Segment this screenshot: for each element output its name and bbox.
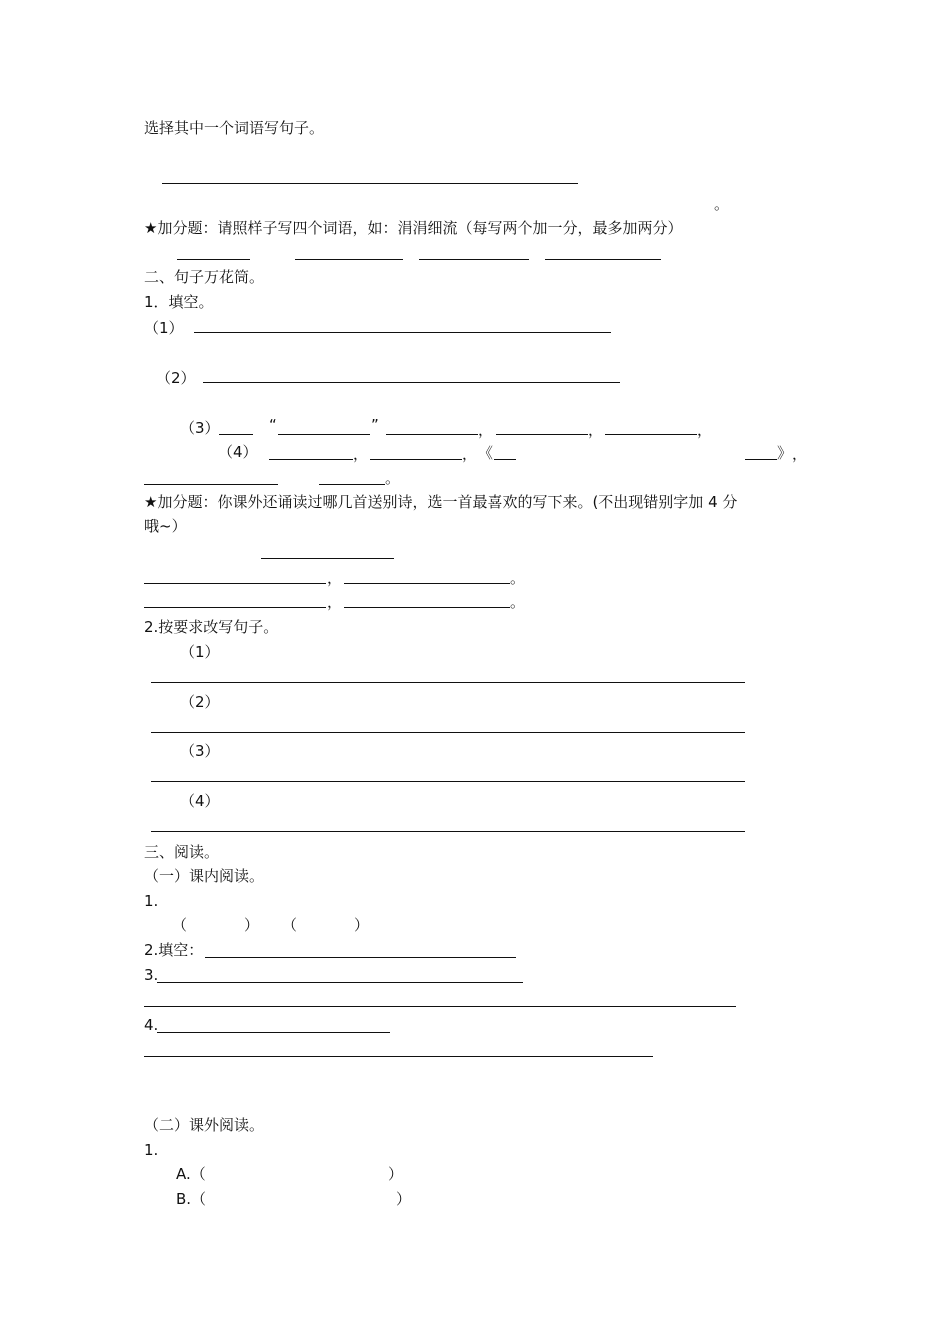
reading-q3-label: 3. <box>144 966 159 984</box>
item-1-line[interactable] <box>194 332 611 333</box>
word-blank-1[interactable] <box>177 259 250 260</box>
comma: ， <box>792 445 808 463</box>
reading-q3-line-b[interactable] <box>144 1006 736 1007</box>
rewrite-item-2-label: （2） <box>180 693 220 711</box>
poem-line-2a[interactable] <box>144 607 326 608</box>
paren-open: （ <box>172 916 188 934</box>
inclass-reading-title: （一）课内阅读。 <box>144 867 265 885</box>
section-two-title: 二、句子万花筒。 <box>144 268 265 286</box>
comma: ， <box>353 445 369 463</box>
comma: ， <box>588 421 604 439</box>
item-4-blank-e[interactable] <box>144 484 278 485</box>
item-4-blank-f[interactable] <box>319 484 385 485</box>
period: 。 <box>385 469 401 487</box>
paren-close: ） <box>354 916 370 934</box>
rewrite-item-2-line[interactable] <box>151 732 745 733</box>
rewrite-item-1-label: （1） <box>180 643 220 661</box>
extra-reading-title: （二）课外阅读。 <box>144 1116 265 1134</box>
option-a-label: A.（ <box>176 1165 206 1183</box>
extra-q1-label: 1. <box>144 1141 159 1159</box>
rewrite-item-4-line[interactable] <box>151 831 745 832</box>
poem-line-1b[interactable] <box>344 583 510 584</box>
book-title-open: 《 <box>478 444 494 462</box>
fill-blank-title: 1．填空。 <box>144 293 214 311</box>
reading-q2-label: 2.填空： <box>144 941 204 959</box>
sentence-end-period: 。 <box>714 195 730 213</box>
period: 。 <box>510 593 526 611</box>
item-4-label: （4） <box>218 443 258 461</box>
rewrite-item-3-label: （3） <box>180 742 220 760</box>
reading-q2-line[interactable] <box>205 957 516 958</box>
bonus-question-poem-cont: 哦~） <box>144 517 187 535</box>
book-title-close: 》 <box>777 444 793 462</box>
item-2-line[interactable] <box>203 382 620 383</box>
item-3-blank-d[interactable] <box>496 434 588 435</box>
word-blank-2[interactable] <box>295 259 403 260</box>
item-2-label: （2） <box>156 369 196 387</box>
rewrite-item-4-label: （4） <box>180 792 220 810</box>
comma: ， <box>327 593 343 611</box>
item-3-label: （3） <box>180 419 220 437</box>
rewrite-item-3-line[interactable] <box>151 781 745 782</box>
period: 。 <box>510 569 526 587</box>
item-4-blank-a[interactable] <box>269 459 353 460</box>
close-quote: ” <box>371 416 379 434</box>
reading-q3-line-a[interactable] <box>157 982 523 983</box>
comma: ， <box>478 421 494 439</box>
instruction-text: 选择其中一个词语写句子。 <box>144 119 325 137</box>
answer-line[interactable] <box>162 183 578 184</box>
poem-line-2b[interactable] <box>344 607 510 608</box>
section-three-title: 三、阅读。 <box>144 843 220 861</box>
option-a-close: ） <box>388 1165 404 1183</box>
item-4-blank-c[interactable] <box>494 459 516 460</box>
poem-title-line[interactable] <box>261 558 394 559</box>
poem-line-1a[interactable] <box>144 583 326 584</box>
bonus-question-words: ★加分题：请照样子写四个词语，如：涓涓细流（每写两个加一分，最多加两分） <box>144 219 683 237</box>
comma: ， <box>327 569 343 587</box>
word-blank-4[interactable] <box>545 259 661 260</box>
word-blank-3[interactable] <box>419 259 529 260</box>
comma: ， <box>462 445 478 463</box>
option-b-close: ） <box>396 1190 412 1208</box>
reading-q4-line-a[interactable] <box>157 1032 390 1033</box>
rewrite-item-1-line[interactable] <box>151 682 745 683</box>
paren-open: （ <box>282 916 298 934</box>
item-3-blank-c[interactable] <box>386 434 478 435</box>
reading-q4-line-b[interactable] <box>144 1056 653 1057</box>
rewrite-title: 2.按要求改写句子。 <box>144 618 279 636</box>
reading-q4-label: 4. <box>144 1016 159 1034</box>
reading-q1-label: 1. <box>144 892 159 910</box>
item-3-blank-a[interactable] <box>219 434 253 435</box>
item-3-blank-e[interactable] <box>605 434 697 435</box>
item-1-label: （1） <box>144 319 184 337</box>
option-b-label: B.（ <box>176 1190 207 1208</box>
item-3-blank-b[interactable] <box>278 434 370 435</box>
bonus-question-poem: ★加分题：你课外还诵读过哪几首送别诗，选一首最喜欢的写下来。(不出现错别字加 4 分 <box>144 493 738 511</box>
item-4-blank-d[interactable] <box>745 459 777 460</box>
item-4-blank-b[interactable] <box>370 459 462 460</box>
paren-close: ） <box>244 916 260 934</box>
open-quote: “ <box>269 416 277 434</box>
comma: ， <box>697 421 713 439</box>
